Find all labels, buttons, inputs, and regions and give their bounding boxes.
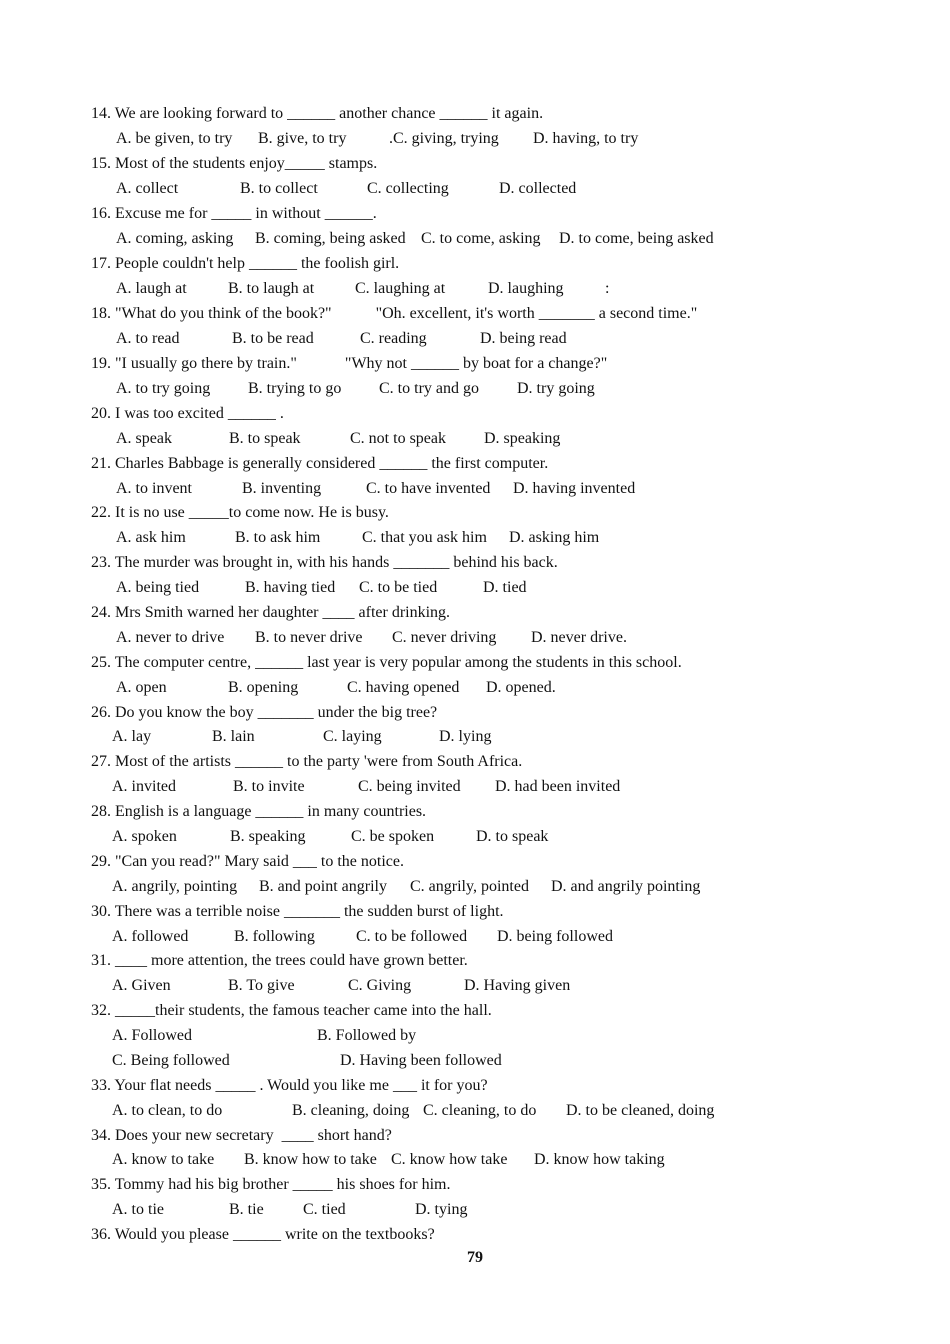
option: C. angrily, pointed [410,878,529,895]
option: A. laugh at [116,280,187,297]
option: C. be spoken [351,828,435,845]
option: C. collecting [367,180,449,197]
options-row [0,875,950,899]
options-row [0,576,950,600]
option: A. to clean, to do [112,1102,223,1119]
option: D. try going [517,380,595,397]
options-row [0,526,950,550]
options-row [0,477,950,501]
question-stem: 35. Tommy had his big brother _____ his shoes for him. [91,1176,451,1193]
option: A. invited [112,778,176,795]
option: C. reading [360,330,427,347]
option: A. never to drive [116,629,225,646]
option: A. speak [116,430,172,447]
question-stem: 26. Do you know the boy _______ under the big tree? [91,704,438,721]
option: B. to collect [240,180,318,197]
question-stem: 34. Does your new secretary ____ short hand? [91,1127,392,1144]
option: C. to come, asking [421,230,541,247]
option: D. speaking [484,430,561,447]
question-stem: 29. "Can you read?" Mary said ___ to the notice. [91,853,404,870]
option: D. never drive. [531,629,627,646]
option: A. to read [116,330,180,347]
options-row [0,1049,950,1073]
option: C. cleaning, to do [423,1102,537,1119]
option: A. coming, asking [116,230,234,247]
question-stem: 36. Would you please ______ write on the textbooks? [91,1226,435,1243]
question-stem: 16. Excuse me for _____ in without ______. [91,205,377,222]
options-row [0,227,950,251]
option: A. collect [116,180,179,197]
question-stem: 25. The computer centre, ______ last year is very popular among the students in this school. [91,654,682,671]
option: B. to never drive [255,629,363,646]
option: D. Having been followed [340,1052,502,1069]
options-row [0,1198,950,1222]
options-row [0,127,950,151]
question-stem: 15. Most of the students enjoy_____ stamps. [91,155,378,172]
question-stem: 21. Charles Babbage is generally considered ______ the first computer. [91,455,549,472]
option: B. having tied [245,579,336,596]
option: C. laughing at [355,280,446,297]
options-row [0,725,950,749]
option: D. collected [499,180,577,197]
question-stem: 17. People couldn't help ______ the foolish girl. [91,255,400,272]
option: B. trying to go [248,380,342,397]
question-stem: 14. We are looking forward to ______ another chance ______ it again. [91,105,544,122]
option: C. to be followed [356,928,468,945]
option: A. open [116,679,167,696]
option: C. to be tied [359,579,438,596]
option: B. and point angrily [259,878,387,895]
option: A. ask him [116,529,186,546]
page-number: 79 [467,1249,483,1266]
option: D. being read [480,330,567,347]
options-row [0,1148,950,1172]
question-stem: 28. English is a language ______ in many countries. [91,803,427,820]
option: C. to try and go [379,380,479,397]
option: C. being invited [358,778,461,795]
option: B. to laugh at [228,280,315,297]
option: D. to come, being asked [559,230,714,247]
option: D. having, to try [533,130,639,147]
question-stem: 32. _____their students, the famous teacher came into the hall. [91,1002,492,1019]
option: B. Followed by [317,1027,417,1044]
option: C. tied [303,1201,346,1218]
question-stem: 18. "What do you think of the book?" "Oh. excellent, it's worth _______ a second time." [91,305,698,322]
option: C. that you ask him [362,529,487,546]
options-row [0,427,950,451]
option: C. not to speak [350,430,446,447]
option: C. know how take [391,1151,508,1168]
options-row [0,327,950,351]
options-row [0,177,950,201]
option: C. to have invented [366,480,491,497]
option: B. opening [228,679,299,696]
option: D. to speak [476,828,549,845]
option: A. be given, to try [116,130,233,147]
option: B. to be read [232,330,314,347]
option: B. tie [229,1201,264,1218]
options-row [0,775,950,799]
options-row [0,974,950,998]
option: B. cleaning, doing [292,1102,410,1119]
question-stem: 22. It is no use _____to come now. He is busy. [91,504,389,521]
option: B. know how to take [244,1151,377,1168]
option: B. to invite [233,778,305,795]
option: B. give, to try [258,130,347,147]
option: D. Having given [464,977,571,994]
options-row [0,377,950,401]
option: C. having opened [347,679,460,696]
option: D. laughing [488,280,564,297]
option: A. Followed [112,1027,192,1044]
option: D. tying [415,1201,468,1218]
question-stem: 27. Most of the artists ______ to the party 'were from South Africa. [91,753,523,770]
option: D. and angrily pointing [551,878,701,895]
option: B. to ask him [235,529,321,546]
option: C. Giving [348,977,412,994]
option: D. opened. [486,679,556,696]
question-stem: 30. There was a terrible noise _______ the sudden burst of light. [91,903,504,920]
option: B. coming, being asked [255,230,406,247]
question-stem: 20. I was too excited ______ . [91,405,284,422]
option: B. inventing [242,480,322,497]
question-stem: 31. ____ more attention, the trees could have grown better. [91,952,468,969]
option: D. tied [483,579,527,596]
options-row [0,626,950,650]
option: A. Given [112,977,171,994]
option: A. angrily, pointing [112,878,238,895]
question-stem: 33. Your flat needs _____ . Would you like me ___ it for you? [91,1077,488,1094]
option: D. to be cleaned, doing [566,1102,715,1119]
options-row [0,1024,950,1048]
option: D. lying [439,728,492,745]
option: A. followed [112,928,189,945]
option: D. asking him [509,529,600,546]
options-row [0,925,950,949]
option: A. to try going [116,380,211,397]
option: C. laying [323,728,382,745]
option: D. know how taking [534,1151,665,1168]
option: A. know to take [112,1151,215,1168]
options-row [0,1099,950,1123]
question-stem: 19. "I usually go there by train." "Why not ______ by boat for a change?" [91,355,608,372]
option: A. being tied [116,579,200,596]
option-stray-mark: : [605,280,610,297]
options-row [0,277,950,301]
question-stem: 23. The murder was brought in, with his hands _______ behind his back. [91,554,558,571]
option: C. Being followed [112,1052,230,1069]
option: C. never driving [392,629,497,646]
option: B. lain [212,728,255,745]
option: A. spoken [112,828,177,845]
option: B. to speak [229,430,301,447]
option: B. speaking [230,828,306,845]
option: B. following [234,928,315,945]
option: A. to tie [112,1201,164,1218]
question-stem: 24. Mrs Smith warned her daughter ____ after drinking. [91,604,451,621]
option: .C. giving, trying [389,130,499,147]
option: B. To give [228,977,295,994]
option: D. being followed [497,928,613,945]
options-row [0,825,950,849]
option: D. had been invited [495,778,621,795]
option: A. to invent [116,480,192,497]
option: D. having invented [513,480,636,497]
option: A. lay [112,728,152,745]
options-row [0,676,950,700]
